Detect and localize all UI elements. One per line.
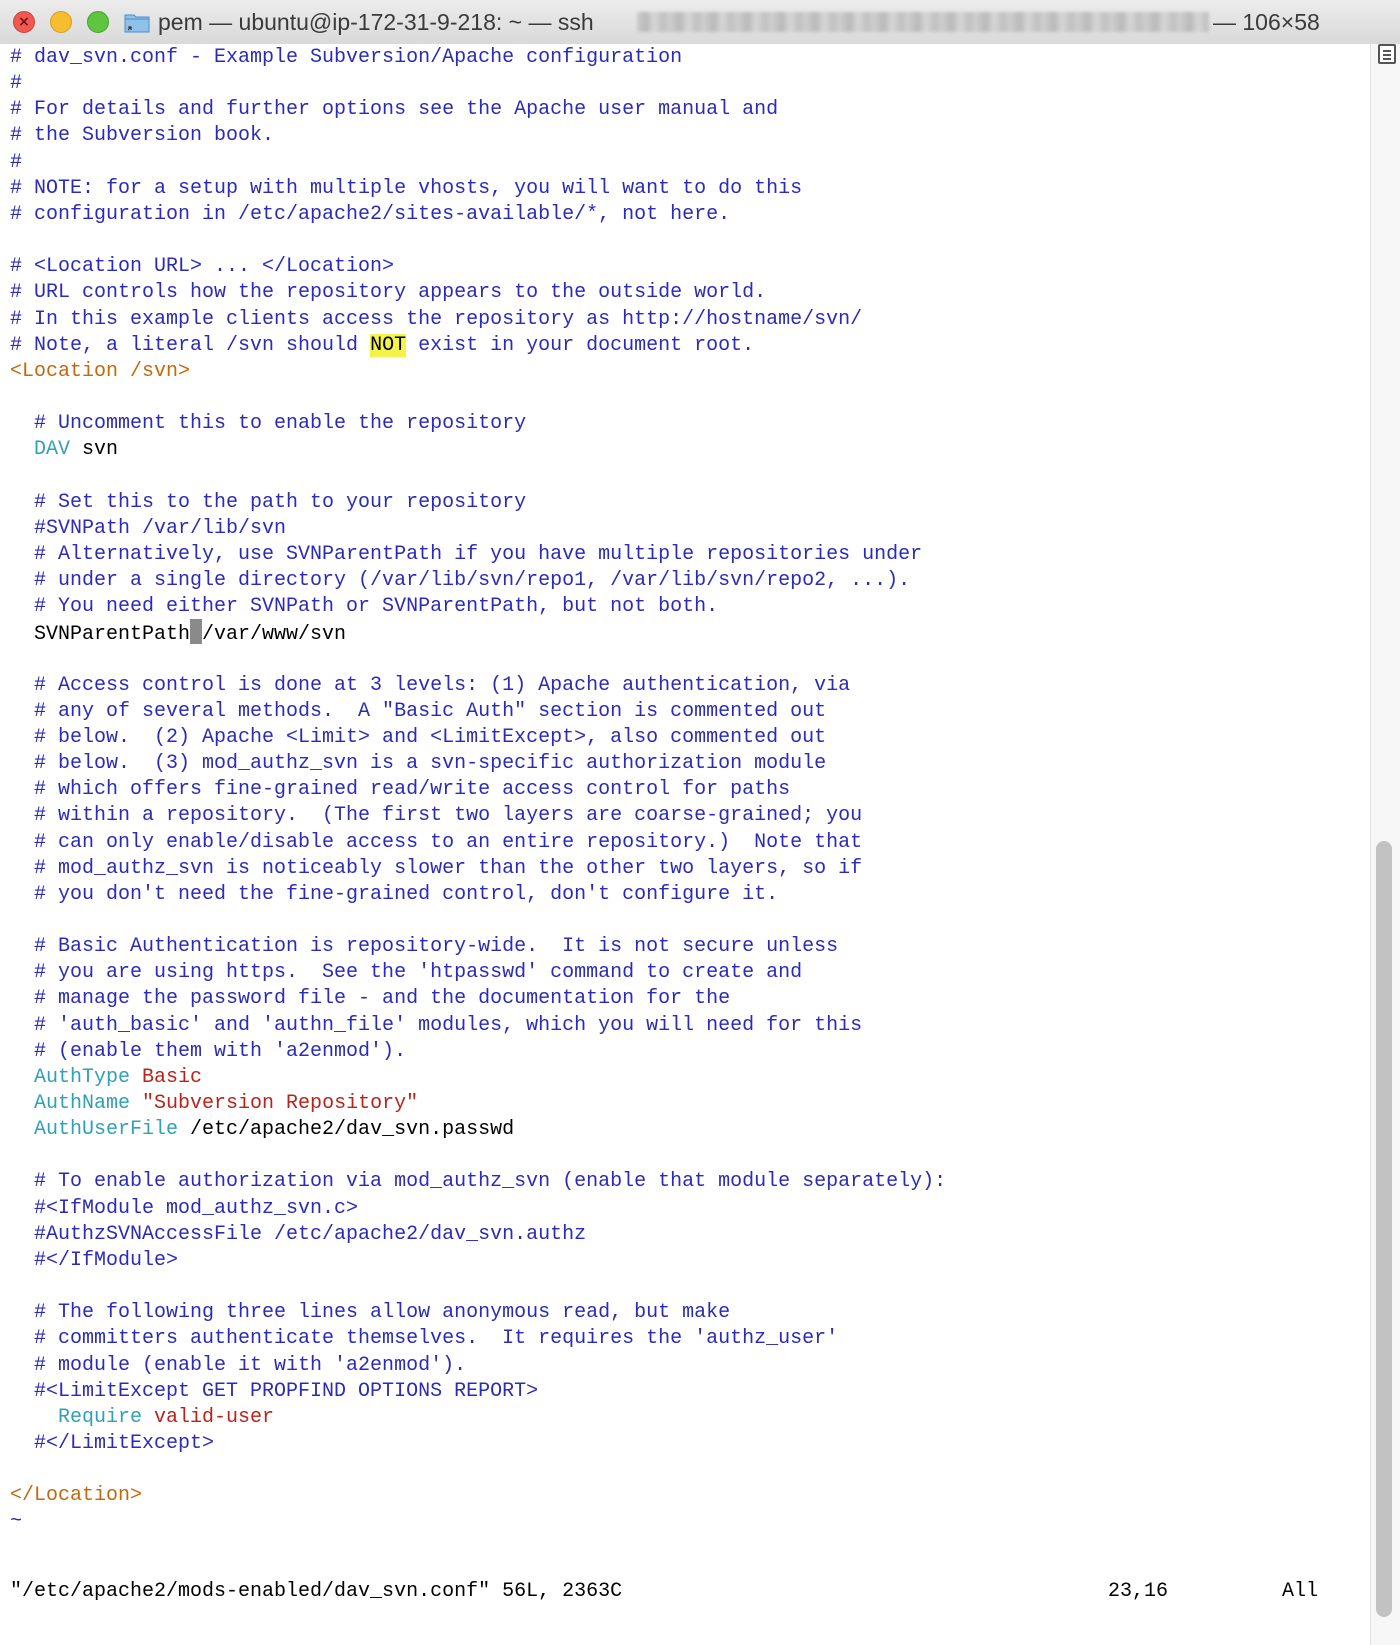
line-text: #SVNPath /var/lib/svn — [10, 516, 287, 540]
line-text: # the Subversion book. — [10, 124, 275, 148]
search-highlight: NOT — [370, 333, 407, 357]
editor-line — [10, 750, 826, 777]
line-text: # Note, a literal /svn should — [10, 333, 371, 357]
editor-line — [10, 672, 850, 699]
line-text: valid-user — [142, 1405, 275, 1429]
line-text: # Access control is done at 3 levels: (1) Apache authentication, via — [10, 673, 851, 697]
editor-line — [10, 201, 730, 228]
line-text: AuthType — [10, 1065, 131, 1089]
editor-line — [10, 1064, 202, 1091]
line-text: # module (enable it with 'a2enmod'). — [10, 1353, 467, 1377]
editor-line — [10, 96, 778, 123]
editor-line — [10, 1247, 178, 1274]
text-cursor — [190, 619, 202, 644]
editor-line — [10, 279, 766, 306]
line-text: # (enable them with 'a2enmod'). — [10, 1039, 407, 1063]
editor-line — [10, 1090, 418, 1117]
line-text: # — [10, 72, 23, 96]
line-text: # you are using https. See the 'htpasswd' command to create and — [10, 961, 803, 985]
editor-line — [10, 724, 826, 751]
line-text: # NOTE: for a setup with multiple vhosts, you will want to do this — [10, 176, 803, 200]
editor-line — [10, 1168, 946, 1195]
editor-line — [10, 122, 274, 149]
line-text: AuthUserFile — [10, 1118, 179, 1142]
editor-line — [10, 332, 754, 359]
editor-line — [10, 698, 826, 725]
zoom-button[interactable] — [87, 11, 109, 33]
line-text: # any of several methods. A "Basic Auth" section is commented out — [10, 699, 827, 723]
line-text: /var/www/svn — [202, 623, 347, 647]
line-text: # you don't need the fine-grained control, don't configure it. — [10, 882, 779, 906]
editor-line — [10, 1378, 538, 1405]
line-text: <Location /svn> — [10, 359, 191, 383]
line-text: # The following three lines allow anonymous read, but make — [10, 1301, 731, 1325]
line-text: #AuthzSVNAccessFile /etc/apache2/dav_svn.authz — [10, 1222, 587, 1246]
line-text: AuthName — [10, 1092, 131, 1115]
terminal-dimensions: — 106×58 — [1213, 9, 1320, 35]
editor-line — [10, 1116, 514, 1143]
editor-line — [10, 593, 718, 620]
title-bar[interactable] — [0, 0, 1400, 45]
editor-line — [10, 541, 922, 568]
line-text: # dav_svn.conf - Example Subversion/Apache configuration — [10, 46, 683, 69]
editor-line — [10, 253, 394, 280]
editor-line — [10, 149, 22, 176]
editor-line — [10, 489, 526, 516]
editor-line — [10, 44, 682, 71]
line-text: # Alternatively, use SVNParentPath if you have multiple repositories under — [10, 542, 923, 566]
editor-line — [10, 1404, 274, 1431]
redacted-hostname — [637, 12, 1209, 32]
close-button[interactable] — [13, 11, 35, 33]
editor-line — [10, 619, 346, 646]
line-text: # 'auth_basic' and 'authn_file' modules, which you will need for this — [10, 1013, 863, 1037]
editor-line — [10, 1430, 214, 1457]
line-text: # below. (2) Apache <Limit> and <LimitExcept>, also commented out — [10, 725, 827, 749]
line-text: # configuration in /etc/apache2/sites-available/*, not here. — [10, 202, 731, 226]
line-text: # Set this to the path to your repository — [10, 490, 527, 514]
split-view-button[interactable] — [1378, 44, 1396, 64]
line-text: svn — [70, 438, 119, 462]
line-text: Basic — [130, 1065, 203, 1089]
scrollbar-thumb[interactable] — [1376, 841, 1392, 1617]
editor-line — [10, 802, 862, 829]
line-text: Require — [10, 1405, 143, 1429]
line-text: # Basic Authentication is repository-wide. It is not secure unless — [10, 935, 839, 959]
line-text: # <Location URL> ... </Location> — [10, 255, 395, 279]
line-text: # For details and further options see the Apache user manual and — [10, 98, 779, 122]
editor-line — [10, 1012, 862, 1039]
line-text: # committers authenticate themselves. It requires the 'authz_user' — [10, 1327, 839, 1351]
line-text: DAV — [10, 438, 71, 462]
editor-line — [10, 1482, 142, 1509]
line-text: # under a single directory (/var/lib/svn/repo1, /var/lib/svn/repo2, ...). — [10, 569, 911, 592]
editor-line — [10, 985, 730, 1012]
editor-line — [10, 515, 286, 542]
line-text: ~ — [10, 1510, 23, 1534]
editor-line — [10, 1195, 358, 1222]
scroll-indicator: All — [1282, 1580, 1319, 1603]
editor-line — [10, 1038, 406, 1065]
line-text: # manage the password file - and the documentation for the — [10, 987, 731, 1011]
line-text: # To enable authorization via mod_authz_svn (enable that module separately): — [10, 1170, 947, 1194]
editor-line — [10, 1352, 466, 1379]
minimize-button[interactable] — [50, 11, 72, 33]
line-text: # Uncomment this to enable the repository — [10, 412, 527, 436]
editor-line — [10, 175, 802, 202]
editor-line — [10, 567, 910, 594]
editor-line — [10, 1299, 730, 1326]
line-text: </Location> — [10, 1484, 143, 1508]
line-text: "Subversion Repository" — [130, 1092, 419, 1115]
line-text: /etc/apache2/dav_svn.passwd — [178, 1118, 515, 1142]
line-text: # below. (3) mod_authz_svn is a svn-specific authorization module — [10, 752, 827, 776]
line-text: SVNParentPath — [10, 623, 191, 647]
close-icon: × — [18, 14, 30, 30]
editor-line — [10, 776, 790, 803]
line-text: #</IfModule> — [10, 1248, 179, 1272]
folder-icon — [124, 11, 150, 33]
editor-line — [10, 410, 526, 437]
editor-line — [10, 358, 190, 385]
line-text: # URL controls how the repository appears to the outside world. — [10, 281, 767, 305]
editor-line — [10, 959, 802, 986]
vim-file-info: "/etc/apache2/mods-enabled/dav_svn.conf" 56L, 2363C — [10, 1580, 623, 1603]
editor-line — [10, 855, 862, 882]
editor-line — [10, 1221, 586, 1248]
line-text: # can only enable/disable access to an entire repository.) Note that — [10, 830, 863, 854]
line-text: # within a repository. (The first two layers are coarse-grained; you — [10, 804, 863, 828]
window-title: pem — ubuntu@ip-172-31-9-218: ~ — ssh — [158, 9, 594, 35]
line-text: # You need either SVNPath or SVNParentPath, but not both. — [10, 595, 719, 619]
line-text: #</LimitExcept> — [10, 1431, 215, 1455]
line-text: #<IfModule mod_authz_svn.c> — [10, 1196, 359, 1220]
line-text: # In this example clients access the repository as http://hostname/svn/ — [10, 307, 863, 331]
editor-line — [10, 829, 862, 856]
editor-line — [10, 306, 862, 333]
terminal-content[interactable] — [0, 44, 1370, 1645]
editor-line — [10, 933, 838, 960]
editor-line — [10, 1508, 22, 1535]
editor-line — [10, 1325, 838, 1352]
line-text: # — [10, 150, 23, 174]
editor-line — [10, 70, 22, 97]
line-text: #<LimitExcept GET PROPFIND OPTIONS REPORT> — [10, 1379, 539, 1403]
line-text: # which offers fine-grained read/write access control for paths — [10, 778, 791, 802]
editor-line — [10, 436, 118, 463]
cursor-position: 23,16 — [1108, 1580, 1169, 1603]
editor-line — [10, 881, 778, 908]
line-text: # mod_authz_svn is noticeably slower than the other two layers, so if — [10, 856, 863, 880]
line-text: exist in your document root. — [406, 333, 755, 357]
